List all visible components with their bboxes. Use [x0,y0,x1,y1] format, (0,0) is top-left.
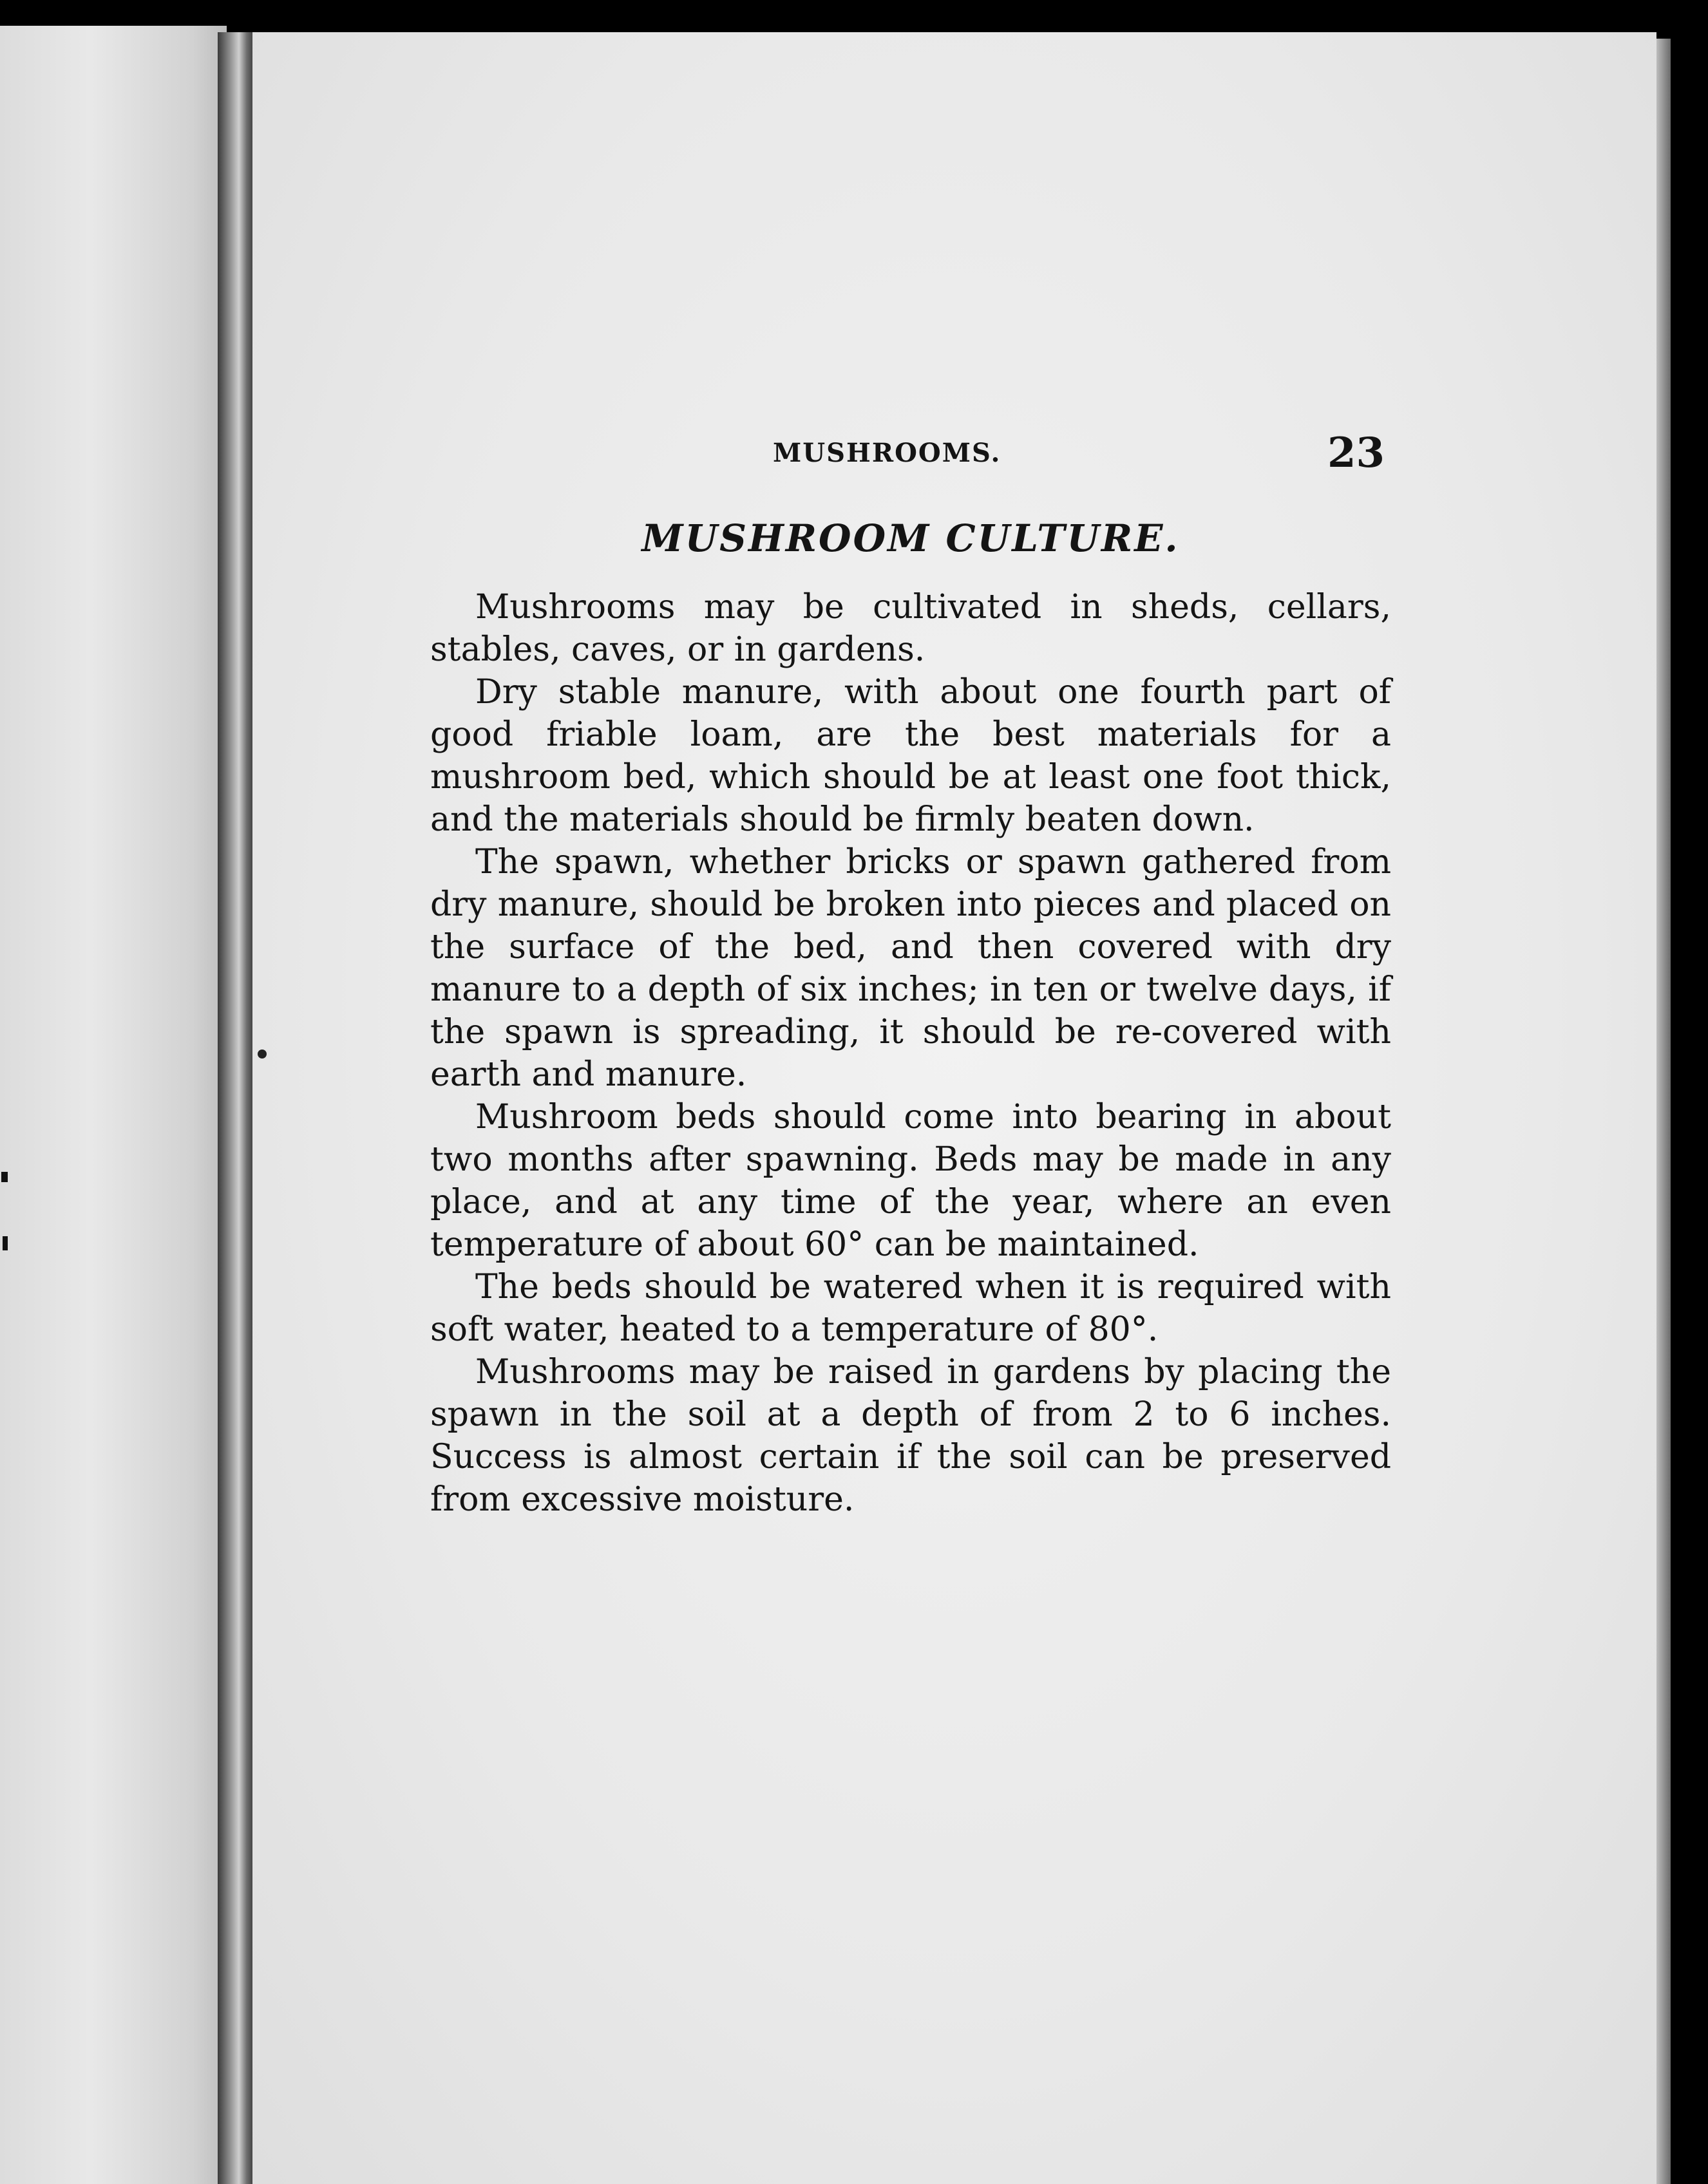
paragraph: The beds should be watered when it is required with soft water, heated to a temperature of 80°. [430,1268,1391,1349]
running-title: MUSHROOMS. [773,438,1001,468]
paragraph: The spawn, whether bricks or spawn gathered from dry manure, should be broken into pieces and placed on the surface of the bed, and then covered with dry manure to a depth of six inches; in ten or twelve days, if the spawn is spreading, it should be re-covered with earth and manure. [430,843,1391,1094]
page-number: 23 [1327,429,1385,477]
ink-speck [1,1172,8,1182]
page-stack-edge [1656,39,1671,2184]
running-head [430,425,1391,483]
ink-speck [258,1050,267,1059]
ink-speck [3,1236,8,1250]
book-gutter [218,32,256,2184]
section-heading: MUSHROOM CULTURE. [641,516,1180,560]
paragraph: Dry stable manure, with about one fourth part of good friable loam, are the best materials for a mushroom bed, which should be at least one foot thick, and the materials should be firmly beaten down. [430,673,1391,839]
previous-page-edge [0,26,227,2184]
paragraph: Mushrooms may be cultivated in sheds, cellars, stables, caves, or in gardens. [430,588,1391,669]
paragraph: Mushrooms may be raised in gardens by placing the spawn in the soil at a depth of from 2 to 6 inches. Success is almost certain if the soil can be preserved from excessive moisture. [430,1353,1391,1519]
page-text-block [430,425,1391,1521]
paragraph: Mushroom beds should come into bearing in about two months after spawning. Beds may be made in any place, and at any time of the year, where an even temperature of about 60° can be maintained. [430,1098,1391,1264]
